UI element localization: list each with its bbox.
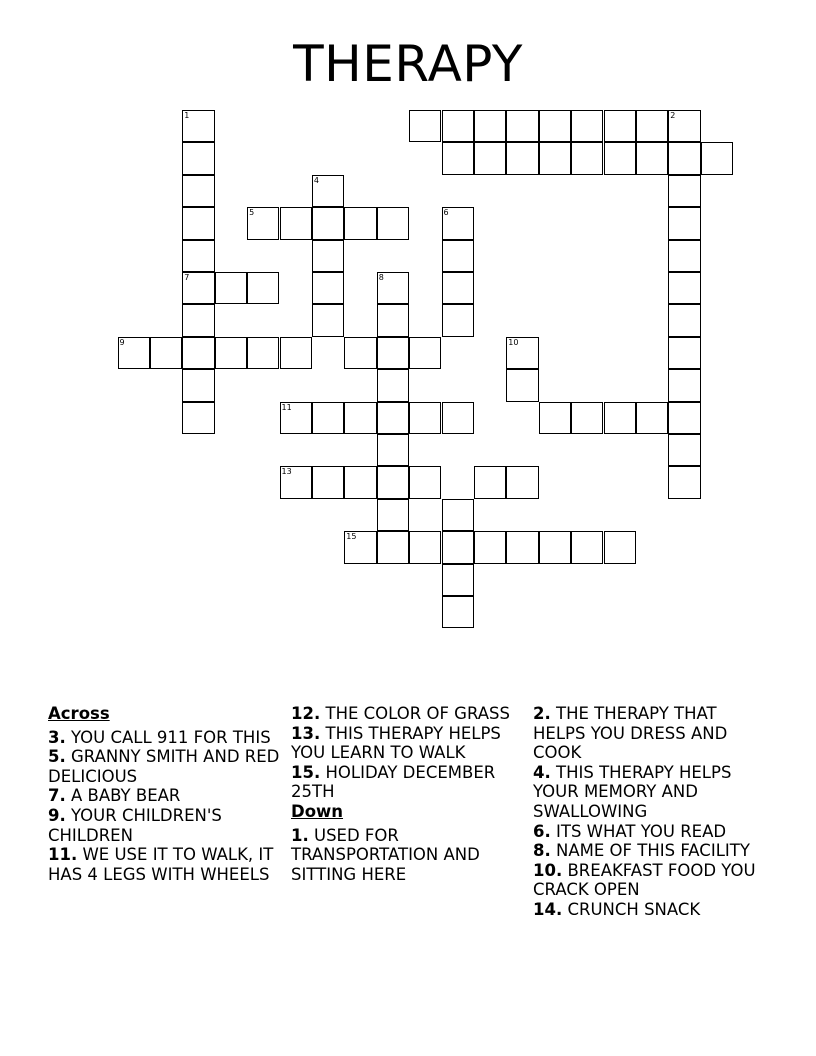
- grid-cell[interactable]: [377, 402, 409, 434]
- grid-cell[interactable]: [182, 175, 214, 207]
- clue-number: 10: [508, 337, 519, 347]
- grid-cell[interactable]: [668, 402, 700, 434]
- grid-cell[interactable]: [182, 110, 214, 142]
- grid-cell[interactable]: [668, 240, 700, 272]
- grid-cell[interactable]: [442, 207, 474, 239]
- clue-down-6: 6. ITS WHAT YOU READ: [533, 821, 727, 841]
- clues-column-1: [48, 704, 284, 884]
- grid-cell[interactable]: [474, 531, 506, 563]
- grid-cell[interactable]: [636, 142, 668, 174]
- clue-across-9: 9. YOUR CHILDREN'S CHILDREN: [48, 805, 222, 845]
- grid-cell[interactable]: [442, 596, 474, 628]
- grid-cell[interactable]: [182, 240, 214, 272]
- clues-column-3: [533, 704, 769, 920]
- grid-cell[interactable]: [571, 402, 603, 434]
- grid-cell[interactable]: [409, 531, 441, 563]
- clue-number: 1: [184, 111, 190, 120]
- clue-number: 2: [670, 111, 676, 120]
- grid-cell[interactable]: [344, 337, 376, 369]
- grid-cell[interactable]: [539, 531, 571, 563]
- clue-across-5: 5. GRANNY SMITH AND RED DELICIOUS: [48, 747, 280, 786]
- grid-cell[interactable]: [312, 207, 344, 239]
- grid-cell[interactable]: [312, 240, 344, 272]
- grid-cell[interactable]: [604, 110, 636, 142]
- grid-cell[interactable]: [604, 531, 636, 563]
- grid-cell[interactable]: [442, 240, 474, 272]
- grid-cell[interactable]: [182, 337, 214, 369]
- grid-cell[interactable]: [280, 337, 312, 369]
- clue-down-8: 8. NAME OF THIS FACILITY: [533, 841, 750, 861]
- clue-down-14: 14. CRUNCH SNACK: [533, 899, 701, 919]
- grid-cell[interactable]: [312, 272, 344, 304]
- grid-cell[interactable]: [280, 207, 312, 239]
- clue-down-4: 4. THIS THERAPY HELPS YOUR MEMORY AND SWALLOWING: [533, 762, 732, 821]
- grid-cell[interactable]: [668, 272, 700, 304]
- grid-cell[interactable]: [668, 466, 700, 498]
- grid-cell[interactable]: [668, 207, 700, 239]
- grid-cell[interactable]: [280, 402, 312, 434]
- grid-cell[interactable]: [247, 272, 279, 304]
- clue-across-15: 15. HOLIDAY DECEMBER 25TH: [291, 762, 496, 802]
- grid-cell[interactable]: [344, 207, 376, 239]
- clue-across-12: 12. THE COLOR OF GRASS: [291, 704, 510, 723]
- grid-cell[interactable]: [377, 466, 409, 498]
- grid-cell[interactable]: [344, 402, 376, 434]
- grid-cell[interactable]: [377, 207, 409, 239]
- clue-number: 7: [184, 273, 190, 282]
- grid-cell[interactable]: [506, 110, 538, 142]
- grid-cell[interactable]: [474, 110, 506, 142]
- grid-cell[interactable]: [409, 402, 441, 434]
- clue-number: 8: [378, 273, 384, 282]
- grid-cell[interactable]: [668, 369, 700, 401]
- grid-cell[interactable]: [409, 466, 441, 498]
- across-heading: Across: [48, 704, 110, 723]
- grid-cell[interactable]: [539, 402, 571, 434]
- grid-cell[interactable]: [571, 142, 603, 174]
- grid-cell[interactable]: [377, 272, 409, 304]
- grid-cell[interactable]: [442, 272, 474, 304]
- grid-cell[interactable]: [312, 466, 344, 498]
- grid-cell[interactable]: [215, 272, 247, 304]
- grid-cell[interactable]: [506, 531, 538, 563]
- puzzle-title: THERAPY: [293, 35, 523, 93]
- grid-cell[interactable]: [571, 531, 603, 563]
- grid-cell[interactable]: [312, 402, 344, 434]
- grid-cell[interactable]: [377, 434, 409, 466]
- grid-cell[interactable]: [506, 466, 538, 498]
- grid-cell[interactable]: [668, 142, 700, 174]
- grid-cell[interactable]: [442, 531, 474, 563]
- grid-cell[interactable]: [604, 402, 636, 434]
- grid-cell[interactable]: [636, 402, 668, 434]
- clue-down-2: 2. THE THERAPY THAT HELPS YOU DRESS AND COOK: [533, 704, 728, 763]
- grid-cell[interactable]: [377, 499, 409, 531]
- clue-number: 11: [281, 402, 292, 412]
- grid-cell[interactable]: [182, 369, 214, 401]
- clue-number: 4: [313, 175, 319, 185]
- grid-cell[interactable]: [182, 304, 214, 336]
- grid-cell[interactable]: [442, 499, 474, 531]
- grid-cell[interactable]: [118, 337, 150, 369]
- grid-cell[interactable]: [506, 142, 538, 174]
- grid-cell[interactable]: [668, 175, 700, 207]
- clues-column-2: [291, 704, 527, 884]
- grid-cell[interactable]: [247, 207, 279, 239]
- grid-cell[interactable]: [604, 142, 636, 174]
- grid-cell[interactable]: [409, 337, 441, 369]
- grid-cell[interactable]: [377, 369, 409, 401]
- grid-cell[interactable]: [571, 110, 603, 142]
- grid-cell[interactable]: [474, 142, 506, 174]
- grid-cell[interactable]: [506, 369, 538, 401]
- grid-cell[interactable]: [668, 304, 700, 336]
- grid-cell[interactable]: [474, 466, 506, 498]
- clue-number: 9: [119, 337, 125, 347]
- grid-cell[interactable]: [150, 337, 182, 369]
- grid-cell[interactable]: [409, 110, 441, 142]
- grid-cell[interactable]: [215, 337, 247, 369]
- grid-cell[interactable]: [539, 110, 571, 142]
- clue-down-1: 1. USED FOR TRANSPORTATION AND SITTING HERE: [291, 825, 480, 884]
- grid-cell[interactable]: [539, 142, 571, 174]
- clue-number: 15: [346, 532, 357, 542]
- grid-cell[interactable]: [668, 337, 700, 369]
- clue-number: 5: [249, 208, 255, 218]
- grid-cell[interactable]: [280, 466, 312, 498]
- grid-cell[interactable]: [182, 142, 214, 174]
- grid-cell[interactable]: [442, 110, 474, 142]
- clue-across-7: 7. A BABY BEAR: [48, 786, 181, 806]
- grid-cell[interactable]: [247, 337, 279, 369]
- grid-cell[interactable]: [344, 466, 376, 498]
- clue-number: 6: [443, 208, 449, 218]
- grid-cell[interactable]: [312, 175, 344, 207]
- grid-cell[interactable]: [377, 531, 409, 563]
- grid-cell[interactable]: [182, 402, 214, 434]
- clue-number: 13: [281, 467, 292, 477]
- grid-cell[interactable]: [442, 142, 474, 174]
- grid-cell[interactable]: [377, 337, 409, 369]
- clue-across-11: 11. WE USE IT TO WALK, IT HAS 4 LEGS WITH WHEELS: [48, 845, 274, 884]
- clue-across-3: 3. YOU CALL 911 FOR THIS: [48, 727, 271, 747]
- grid-cell[interactable]: [506, 337, 538, 369]
- grid-cell[interactable]: [312, 304, 344, 336]
- grid-cell[interactable]: [182, 272, 214, 304]
- grid-cell[interactable]: [636, 110, 668, 142]
- grid-cell[interactable]: [442, 564, 474, 596]
- grid-cell[interactable]: [344, 531, 376, 563]
- grid-cell[interactable]: [442, 304, 474, 336]
- grid-cell[interactable]: [701, 142, 733, 174]
- grid-cell[interactable]: [442, 402, 474, 434]
- grid-cell[interactable]: [668, 110, 700, 142]
- grid-cell[interactable]: [377, 304, 409, 336]
- grid-cell[interactable]: [182, 207, 214, 239]
- grid-cell[interactable]: [668, 434, 700, 466]
- down-heading: Down: [291, 801, 344, 821]
- clue-down-10: 10. BREAKFAST FOOD YOU CRACK OPEN: [533, 860, 756, 900]
- clue-across-13: 13. THIS THERAPY HELPS YOU LEARN TO WALK: [291, 723, 501, 763]
